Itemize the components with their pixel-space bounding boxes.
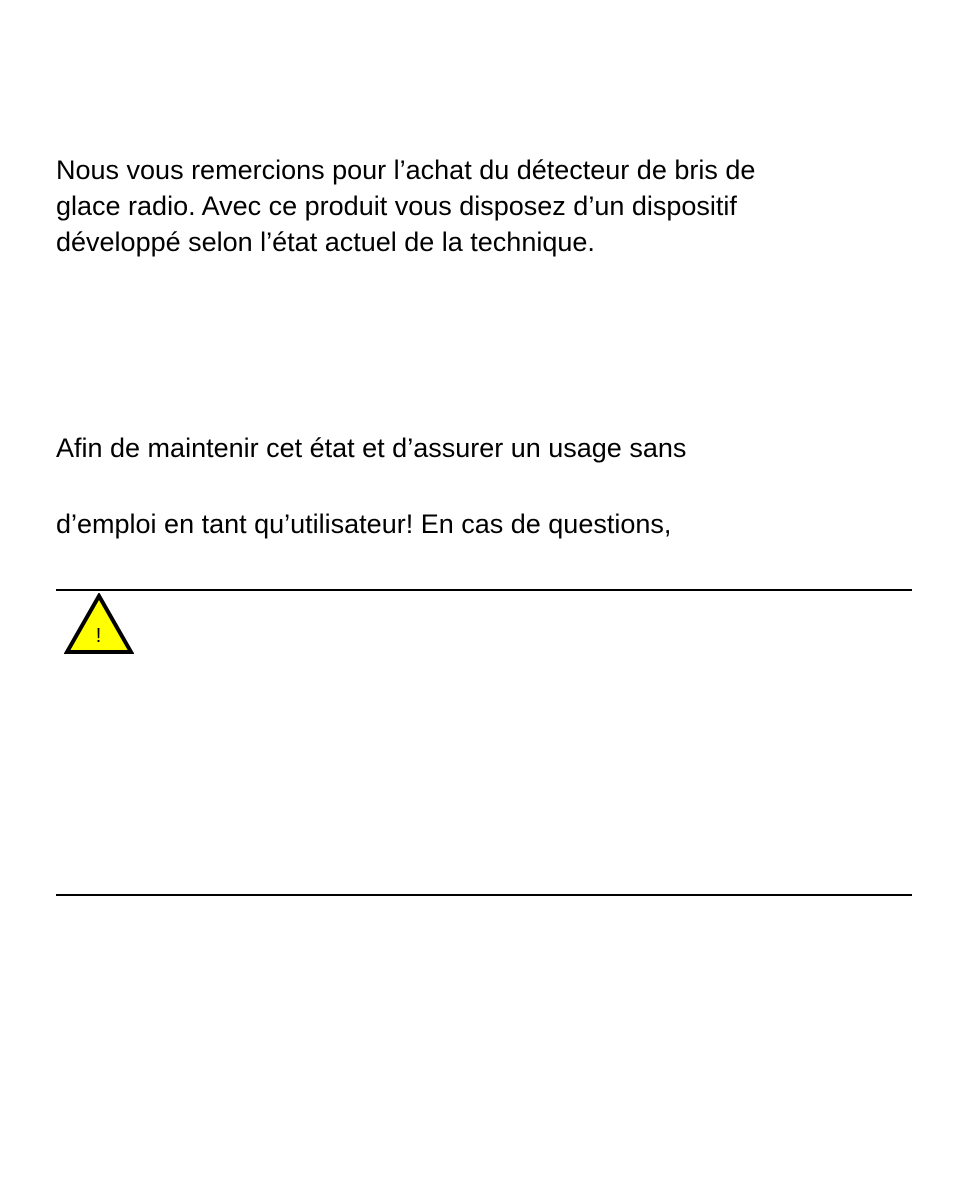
user-manual-text-line: d’emploi en tant qu’utilisateur! En cas de questions, xyxy=(56,509,672,539)
intro-line: Nous vous remercions pour l’achat du détecteur de bris de xyxy=(56,155,756,185)
intro-line: développé selon l’état actuel de la technique. xyxy=(56,227,595,257)
intro-paragraph xyxy=(56,152,755,260)
warning-box-top-rule xyxy=(56,589,912,591)
warning-box-bottom-rule xyxy=(56,894,912,896)
warning-triangle-icon xyxy=(64,593,134,655)
maintenance-text-line: Afin de maintenir cet état et d’assurer un usage sans xyxy=(56,433,687,463)
intro-line: glace radio. Avec ce produit vous disposez d’un dispositif xyxy=(56,191,737,221)
warning-exclamation-mark: ! xyxy=(95,625,102,647)
